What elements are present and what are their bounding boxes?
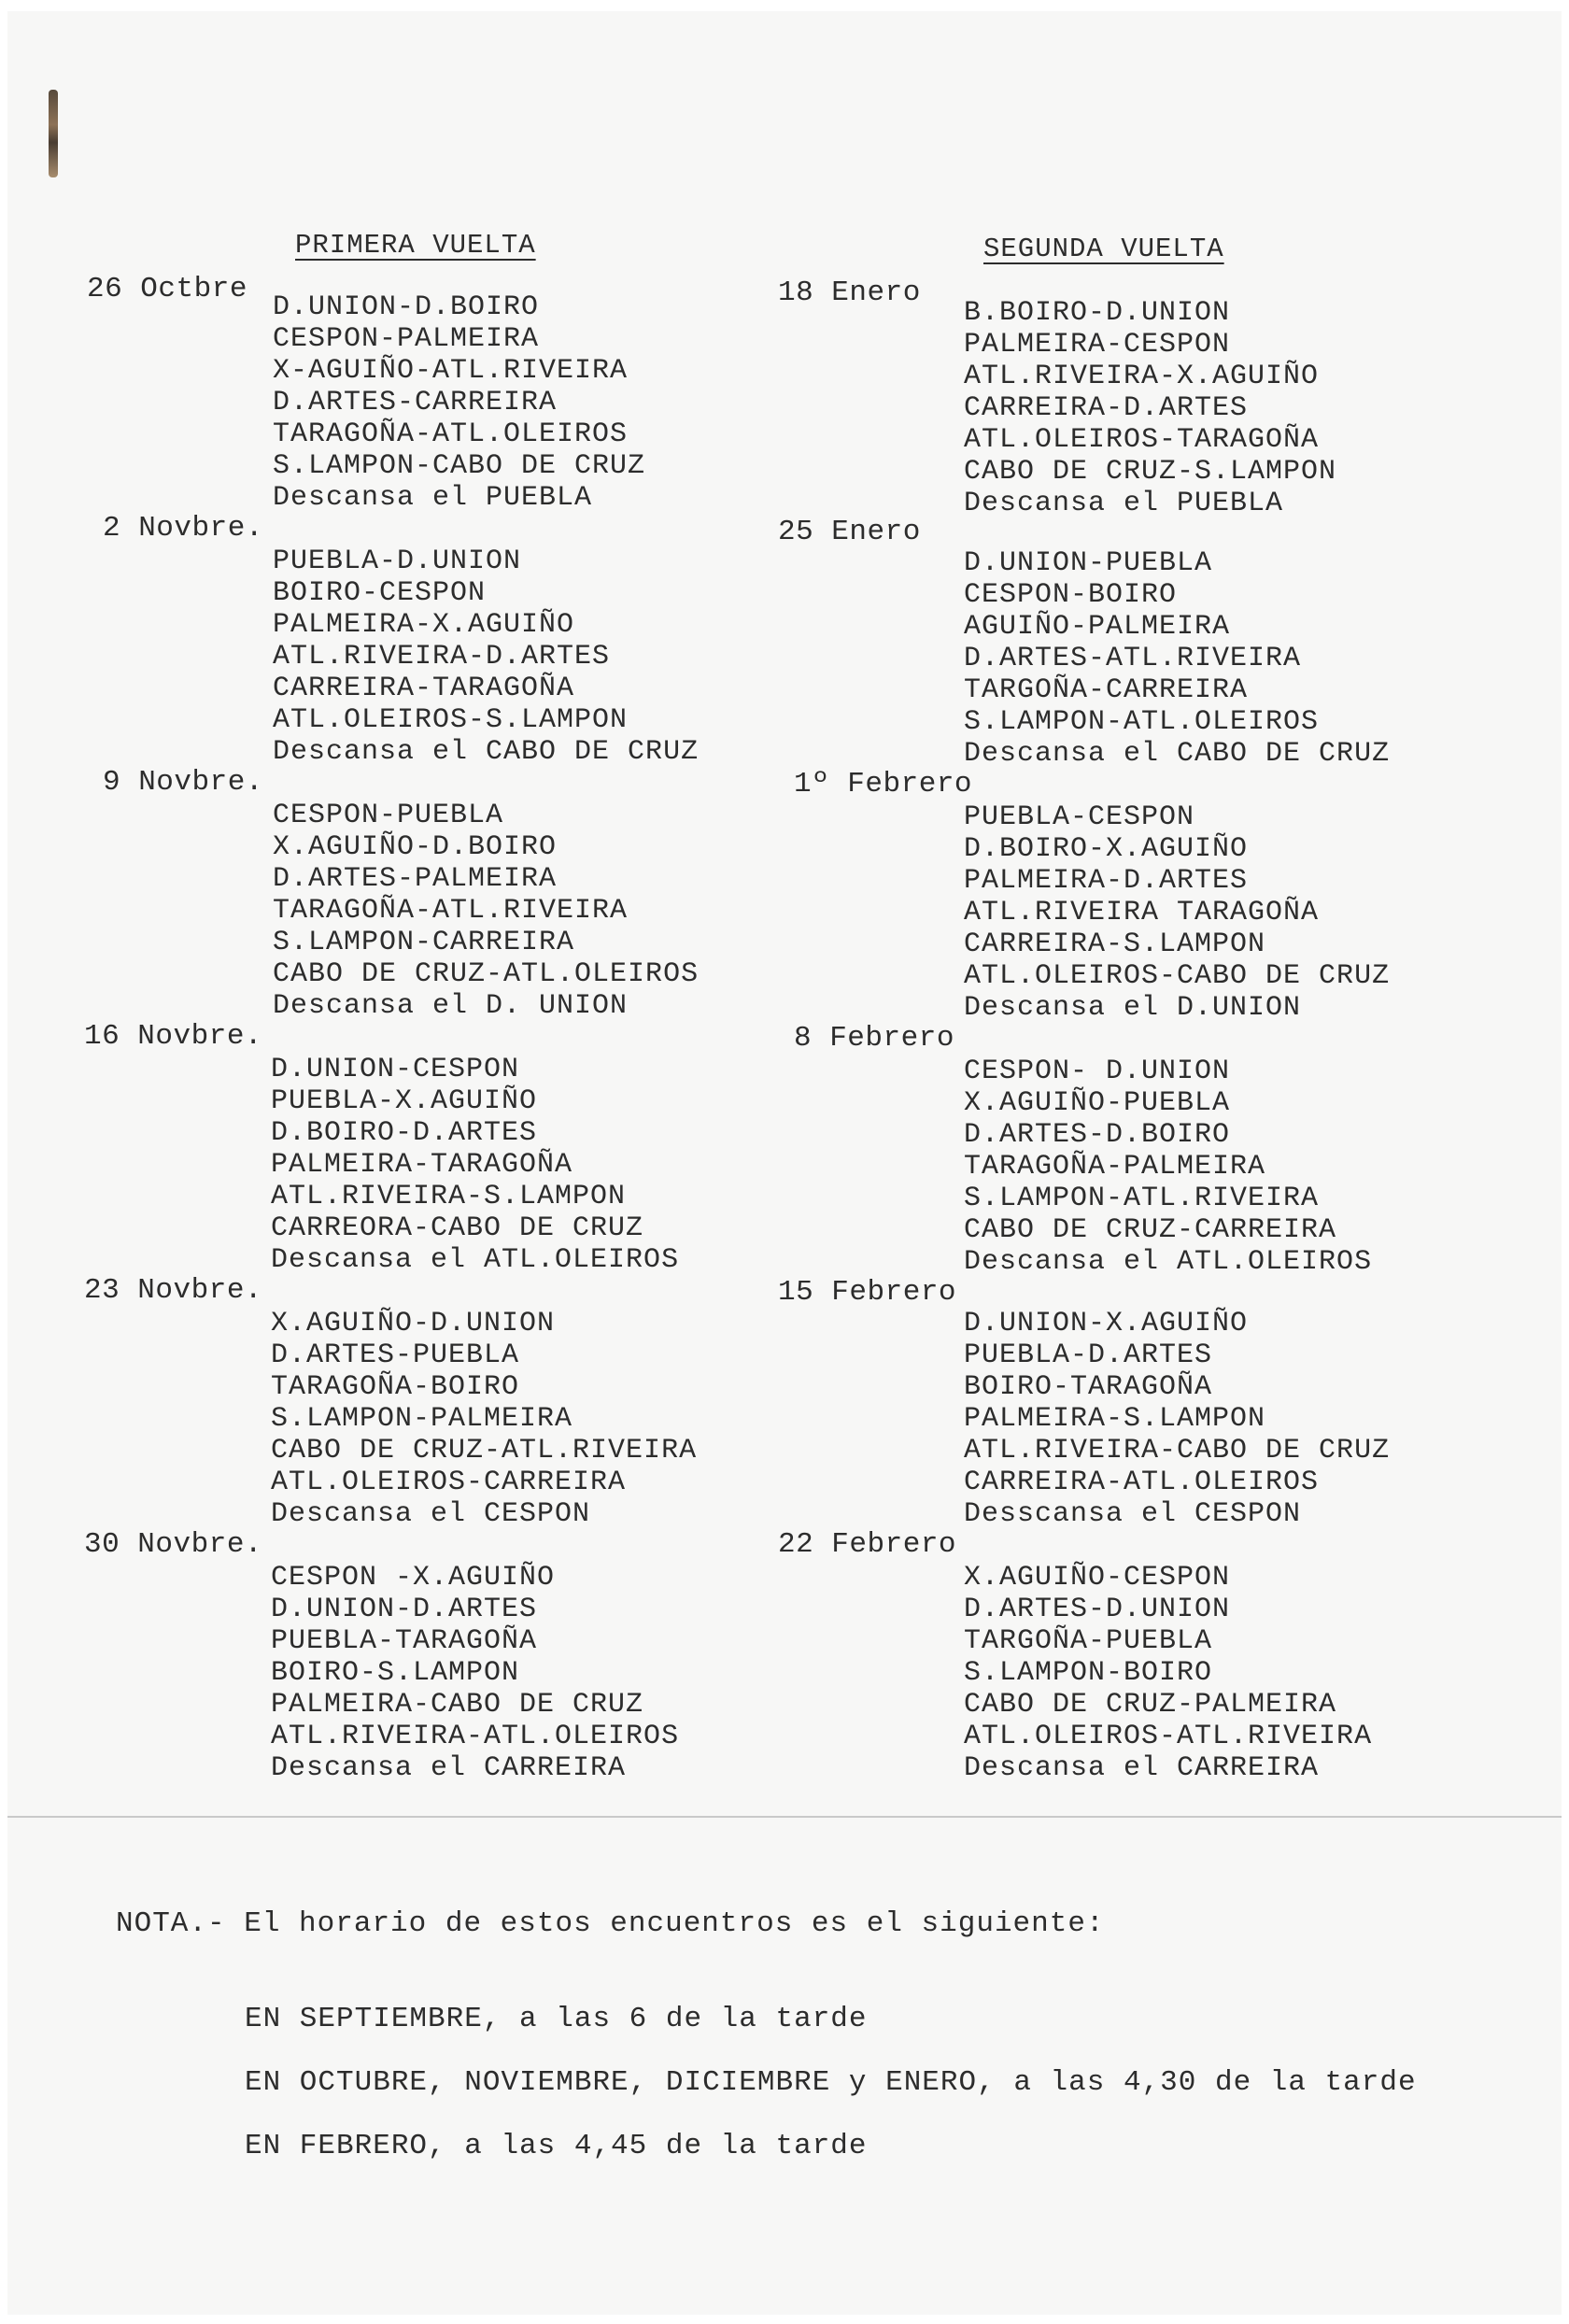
staple-mark xyxy=(49,90,58,177)
match-line: TARGOÑA-CARREIRA xyxy=(964,674,1249,706)
match-line: X.AGUIÑO-PUEBLA xyxy=(964,1087,1231,1119)
match-line: TARGOÑA-PUEBLA xyxy=(964,1625,1213,1657)
match-line: TARAGOÑA-PALMEIRA xyxy=(964,1151,1266,1183)
match-line: ATL.OLEIROS-CABO DE CRUZ xyxy=(964,960,1391,992)
match-line: ATL.RIVEIRA-D.ARTES xyxy=(273,641,611,673)
match-line: B.BOIRO-D.UNION xyxy=(964,297,1231,329)
round-date: 15 Febrero xyxy=(778,1276,957,1309)
match-line: ATL.OLEIROS-ATL.RIVEIRA xyxy=(964,1721,1373,1752)
match-line: CARREIRA-D.ARTES xyxy=(964,392,1249,424)
rest-line: Descansa el CABO DE CRUZ xyxy=(273,736,700,768)
match-line: BOIRO-TARAGOÑA xyxy=(964,1371,1213,1403)
round-date: 26 Octbre xyxy=(87,273,247,305)
match-line: ATL.RIVEIRA-CABO DE CRUZ xyxy=(964,1435,1391,1467)
match-line: BOIRO-CESPON xyxy=(273,577,487,609)
match-line: CABO DE CRUZ-ATL.RIVEIRA xyxy=(271,1435,698,1467)
note-schedule-line: EN SEPTIEMBRE, a las 6 de la tarde xyxy=(245,2003,868,2035)
match-line: PALMEIRA-CABO DE CRUZ xyxy=(271,1689,644,1721)
match-line: PUEBLA-D.ARTES xyxy=(964,1339,1213,1371)
match-line: X.AGUIÑO-D.UNION xyxy=(271,1308,556,1339)
match-line: CABO DE CRUZ-S.LAMPON xyxy=(964,456,1337,488)
match-line: CESPON- D.UNION xyxy=(964,1056,1231,1087)
rest-line: Descansa el PUEBLA xyxy=(964,488,1284,519)
second-round-title: SEGUNDA VUELTA xyxy=(983,234,1224,264)
match-line: X.AGUIÑO-D.BOIRO xyxy=(273,831,558,863)
match-line: ATL.RIVEIRA-X.AGUIÑO xyxy=(964,361,1320,392)
match-line: ATL.OLEIROS-CARREIRA xyxy=(271,1467,627,1498)
match-line: BOIRO-S.LAMPON xyxy=(271,1657,520,1689)
note-schedule-line: EN FEBRERO, a las 4,45 de la tarde xyxy=(245,2130,868,2162)
round-date: 9 Novbre. xyxy=(103,766,263,799)
match-line: TARAGOÑA-ATL.OLEIROS xyxy=(273,418,629,450)
match-line: CARREIRA-S.LAMPON xyxy=(964,928,1266,960)
round-date: 8 Febrero xyxy=(794,1022,954,1055)
round-date: 16 Novbre. xyxy=(84,1020,263,1053)
match-line: X.AGUIÑO-CESPON xyxy=(964,1562,1231,1594)
match-line: PUEBLA-X.AGUIÑO xyxy=(271,1085,538,1117)
match-line: AGUIÑO-PALMEIRA xyxy=(964,611,1231,643)
match-line: S.LAMPON-CABO DE CRUZ xyxy=(273,450,646,482)
rest-line: Descansa el CESPON xyxy=(271,1498,591,1530)
match-line: D.ARTES-ATL.RIVEIRA xyxy=(964,643,1302,674)
match-line: PALMEIRA-X.AGUIÑO xyxy=(273,609,575,641)
match-line: CARREIRA-ATL.OLEIROS xyxy=(964,1467,1320,1498)
match-line: D.ARTES-CARREIRA xyxy=(273,387,558,418)
rest-line: Descansa el CABO DE CRUZ xyxy=(964,738,1391,770)
match-line: D.UNION-PUEBLA xyxy=(964,547,1213,579)
rest-line: Descansa el ATL.OLEIROS xyxy=(271,1244,680,1276)
match-line: ATL.OLEIROS-TARAGOÑA xyxy=(964,424,1320,456)
note-heading: NOTA.- El horario de estos encuentros es el siguiente: xyxy=(116,1907,1105,1940)
match-line: D.ARTES-PUEBLA xyxy=(271,1339,520,1371)
match-line: ATL.RIVEIRA-ATL.OLEIROS xyxy=(271,1721,680,1752)
rest-line: Descansa el ATL.OLEIROS xyxy=(964,1246,1373,1278)
match-line: PUEBLA-TARAGOÑA xyxy=(271,1625,538,1657)
match-line: D.ARTES-D.UNION xyxy=(964,1594,1231,1625)
round-date: 25 Enero xyxy=(778,516,921,548)
round-date: 23 Novbre. xyxy=(84,1274,263,1307)
match-line: S.LAMPON-ATL.OLEIROS xyxy=(964,706,1320,738)
match-line: X-AGUIÑO-ATL.RIVEIRA xyxy=(273,355,629,387)
match-line: D.ARTES-PALMEIRA xyxy=(273,863,558,895)
match-line: S.LAMPON-ATL.RIVEIRA xyxy=(964,1183,1320,1214)
match-line: PUEBLA-CESPON xyxy=(964,801,1195,833)
match-line: ATL.OLEIROS-S.LAMPON xyxy=(273,704,629,736)
match-line: TARAGOÑA-ATL.RIVEIRA xyxy=(273,895,629,927)
match-line: CESPON -X.AGUIÑO xyxy=(271,1562,556,1594)
match-line: D.UNION-D.BOIRO xyxy=(273,291,540,323)
fold-divider xyxy=(7,1816,1562,1818)
match-line: D.UNION-D.ARTES xyxy=(271,1594,538,1625)
round-date: 1º Febrero xyxy=(794,768,973,801)
match-line: S.LAMPON-CARREIRA xyxy=(273,927,575,958)
match-line: S.LAMPON-PALMEIRA xyxy=(271,1403,573,1435)
match-line: CARREORA-CABO DE CRUZ xyxy=(271,1212,644,1244)
match-line: CABO DE CRUZ-CARREIRA xyxy=(964,1214,1337,1246)
match-line: PUEBLA-D.UNION xyxy=(273,546,522,577)
match-line: D.BOIRO-D.ARTES xyxy=(271,1117,538,1149)
match-line: PALMEIRA-CESPON xyxy=(964,329,1231,361)
match-line: CESPON-PALMEIRA xyxy=(273,323,540,355)
rest-line: Descansa el CARREIRA xyxy=(964,1752,1320,1784)
match-line: PALMEIRA-TARAGOÑA xyxy=(271,1149,573,1181)
match-line: CARREIRA-TARAGOÑA xyxy=(273,673,575,704)
round-date: 18 Enero xyxy=(778,276,921,309)
match-line: PALMEIRA-D.ARTES xyxy=(964,865,1249,897)
match-line: CESPON-BOIRO xyxy=(964,579,1178,611)
round-date: 30 Novbre. xyxy=(84,1528,263,1561)
match-line: D.BOIRO-X.AGUIÑO xyxy=(964,833,1249,865)
rest-line: Desscansa el CESPON xyxy=(964,1498,1302,1530)
rest-line: Descansa el CARREIRA xyxy=(271,1752,627,1784)
round-date: 22 Febrero xyxy=(778,1528,957,1561)
round-date: 2 Novbre. xyxy=(103,512,263,545)
note-schedule-line: EN OCTUBRE, NOVIEMBRE, DICIEMBRE y ENERO, a las 4,30 de la tarde xyxy=(245,2066,1417,2099)
rest-line: Descansa el PUEBLA xyxy=(273,482,593,514)
match-line: ATL.RIVEIRA-S.LAMPON xyxy=(271,1181,627,1212)
match-line: D.UNION-X.AGUIÑO xyxy=(964,1308,1249,1339)
match-line: PALMEIRA-S.LAMPON xyxy=(964,1403,1266,1435)
rest-line: Descansa el D. UNION xyxy=(273,990,629,1022)
match-line: D.ARTES-D.BOIRO xyxy=(964,1119,1231,1151)
match-line: S.LAMPON-BOIRO xyxy=(964,1657,1213,1689)
paper-sheet xyxy=(7,11,1562,2315)
match-line: CABO DE CRUZ-ATL.OLEIROS xyxy=(273,958,700,990)
match-line: TARAGOÑA-BOIRO xyxy=(271,1371,520,1403)
rest-line: Descansa el D.UNION xyxy=(964,992,1302,1024)
match-line: ATL.RIVEIRA TARAGOÑA xyxy=(964,897,1320,928)
first-round-title: PRIMERA VUELTA xyxy=(295,230,536,261)
match-line: CESPON-PUEBLA xyxy=(273,800,504,831)
match-line: CABO DE CRUZ-PALMEIRA xyxy=(964,1689,1337,1721)
match-line: D.UNION-CESPON xyxy=(271,1054,520,1085)
